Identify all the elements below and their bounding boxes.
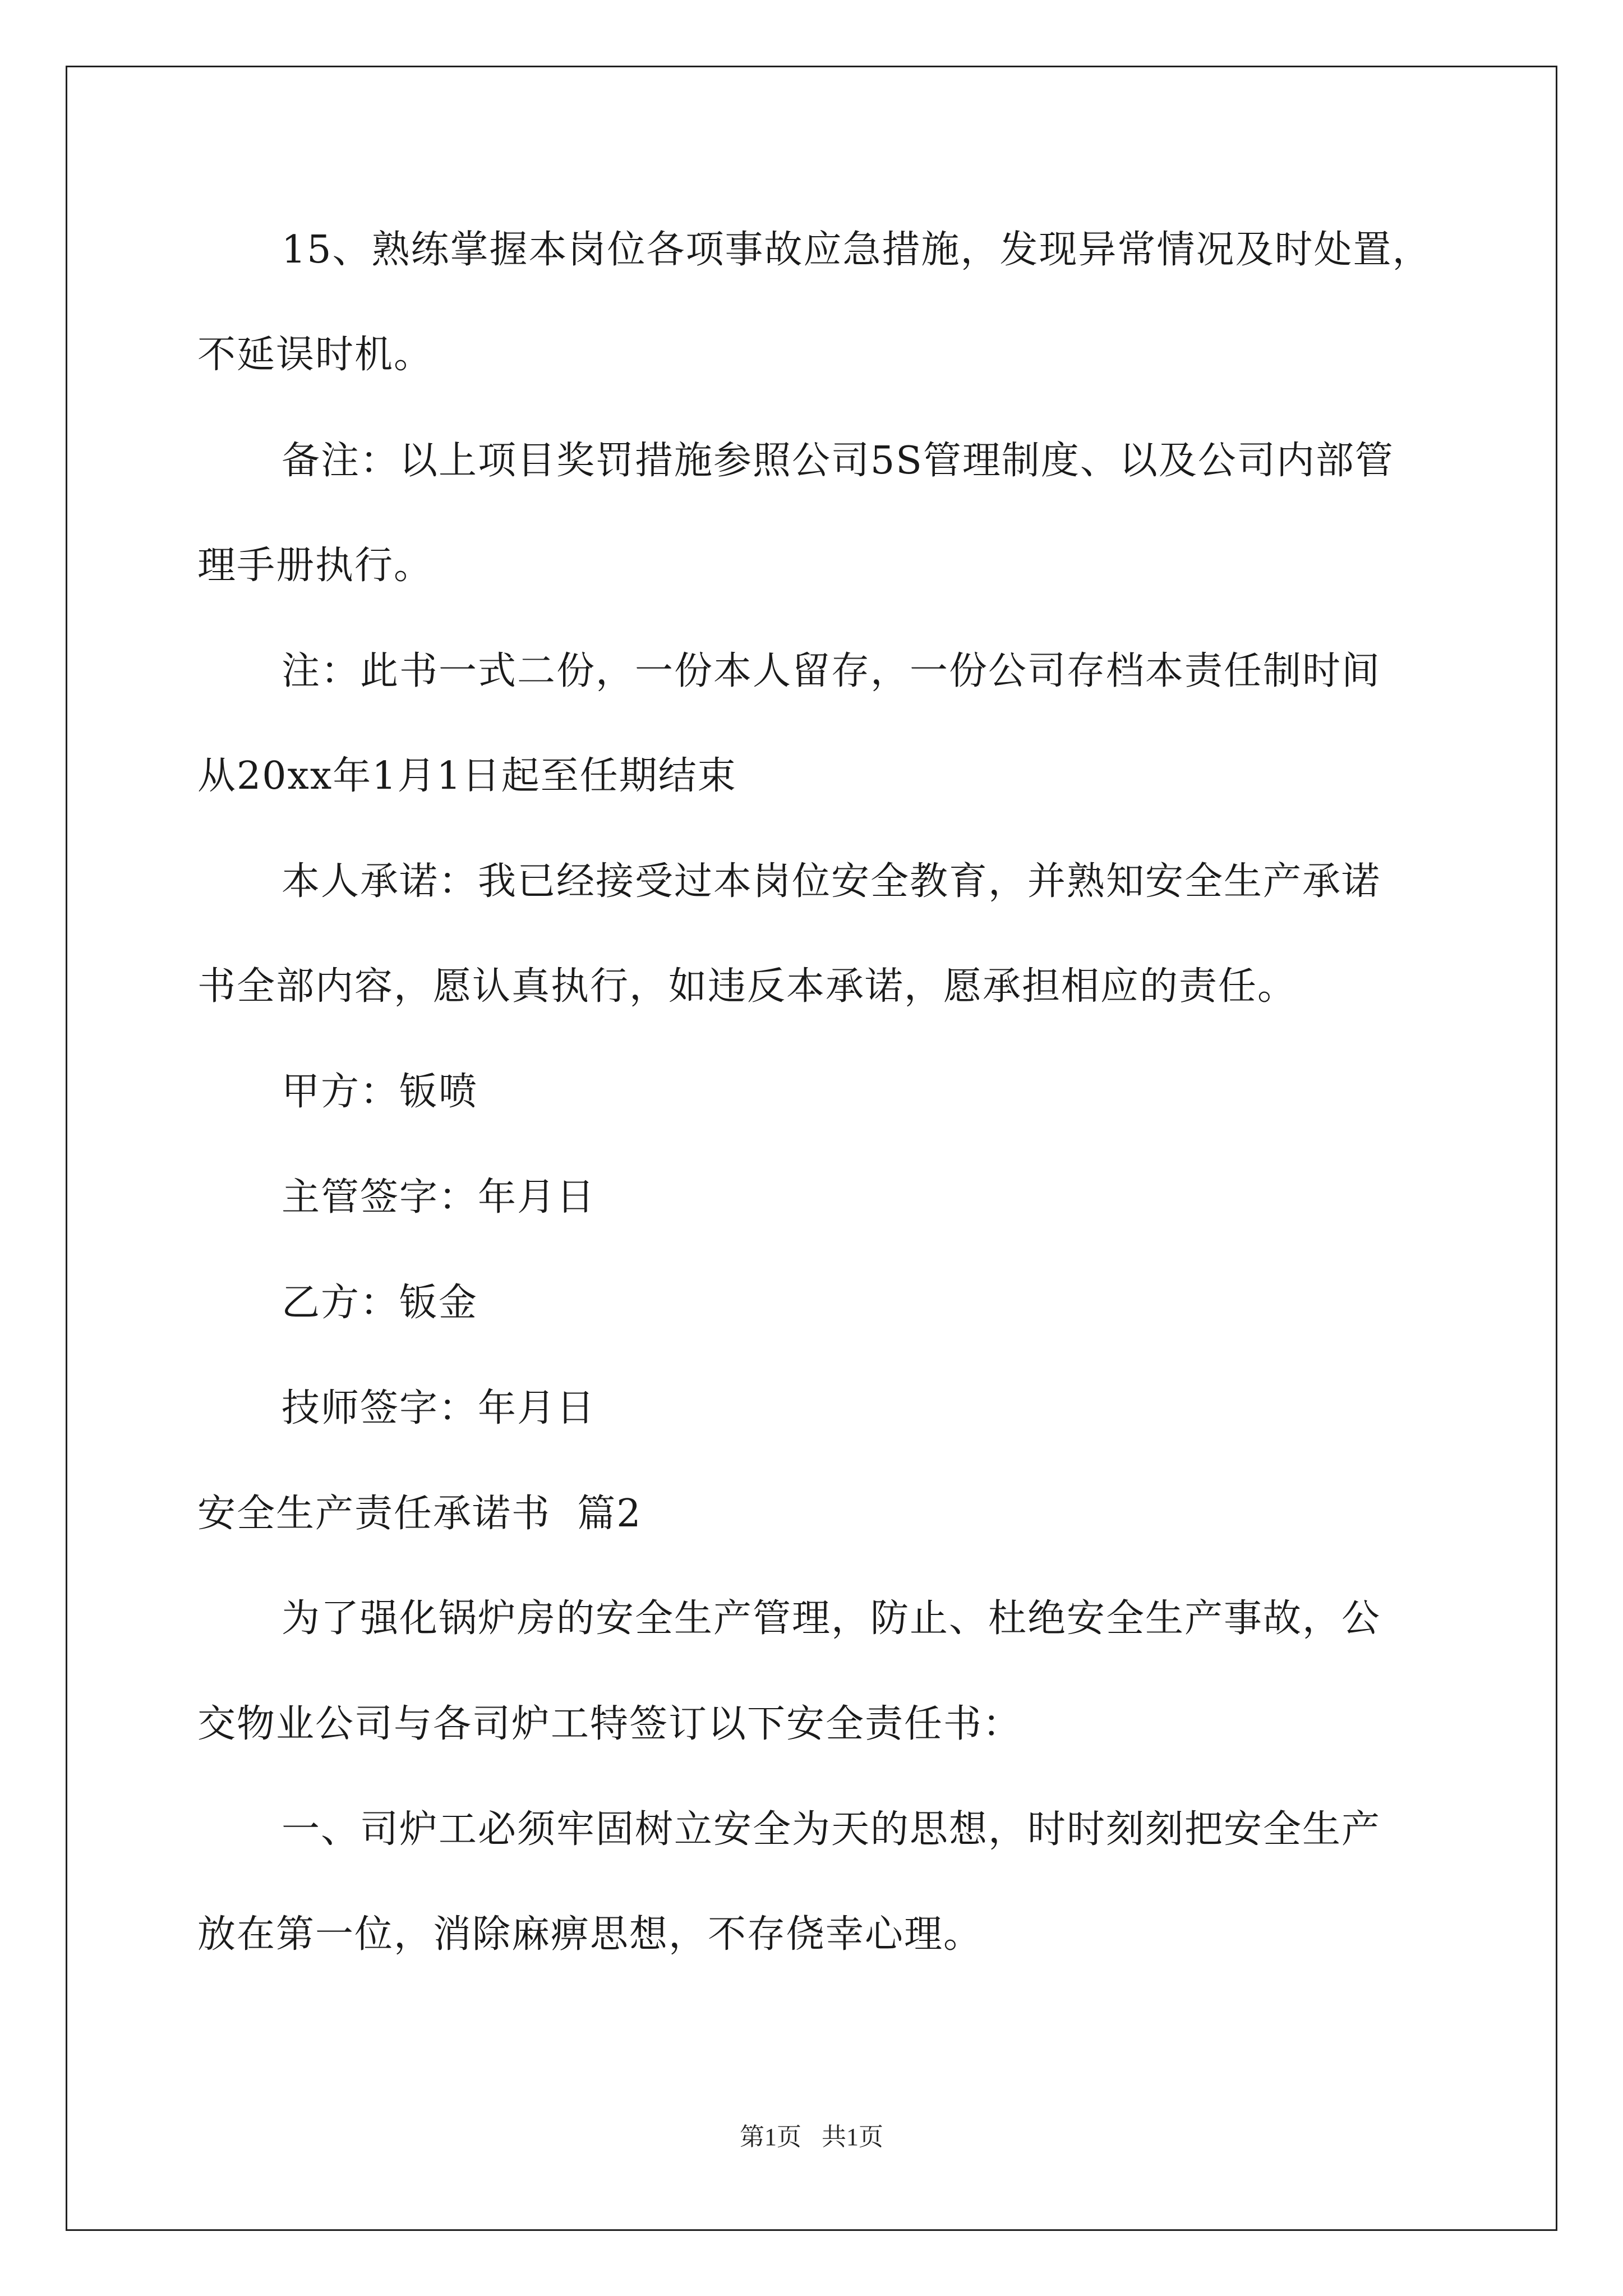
paragraph-line: 本人承诺：我已经接受过本岗位安全教育，并熟知安全生产承诺	[282, 859, 1381, 904]
paragraph-line: 一、司炉工必须牢固树立安全为天的思想，时时刻刻把安全生产	[282, 1807, 1381, 1852]
supervisor-signature-line: 主管签字：年月日	[282, 1175, 596, 1220]
party-b-line: 乙方：钣金	[282, 1281, 478, 1325]
paragraph-line: 备注：以上项目奖罚措施参照公司5S管理制度、以及公司内部管	[282, 439, 1394, 483]
page-border	[66, 66, 1557, 2231]
section-heading: 安全生产责任承诺书 篇2	[197, 1492, 642, 1536]
page-number-total: 共1页	[822, 2123, 883, 2151]
technician-signature-line: 技师签字：年月日	[282, 1386, 596, 1430]
page-number-current: 第1页	[740, 2123, 801, 2151]
page-footer	[0, 2125, 1623, 2150]
paragraph-line: 从20xx年1月1日起至任期结束	[197, 754, 737, 798]
paragraph-line: 书全部内容，愿认真执行，如违反本承诺，愿承担相应的责任。	[197, 964, 1297, 1009]
paragraph-line: 理手册执行。	[197, 544, 434, 588]
paragraph-line: 放在第一位，消除麻痹思想，不存侥幸心理。	[197, 1912, 983, 1957]
party-a-line: 甲方：钣喷	[282, 1070, 478, 1114]
paragraph-line: 注：此书一式二份，一份本人留存，一份公司存档本责任制时间	[282, 649, 1381, 693]
paragraph-line: 交物业公司与各司炉工特签订以下安全责任书：	[197, 1702, 1022, 1746]
paragraph-line: 为了强化锅炉房的安全生产管理，防止、杜绝安全生产事故，公	[282, 1596, 1381, 1641]
paragraph-line: 不延误时机。	[197, 333, 434, 377]
paragraph-line: 15、熟练掌握本岗位各项事故应急措施，发现异常情况及时处置，	[282, 228, 1432, 272]
